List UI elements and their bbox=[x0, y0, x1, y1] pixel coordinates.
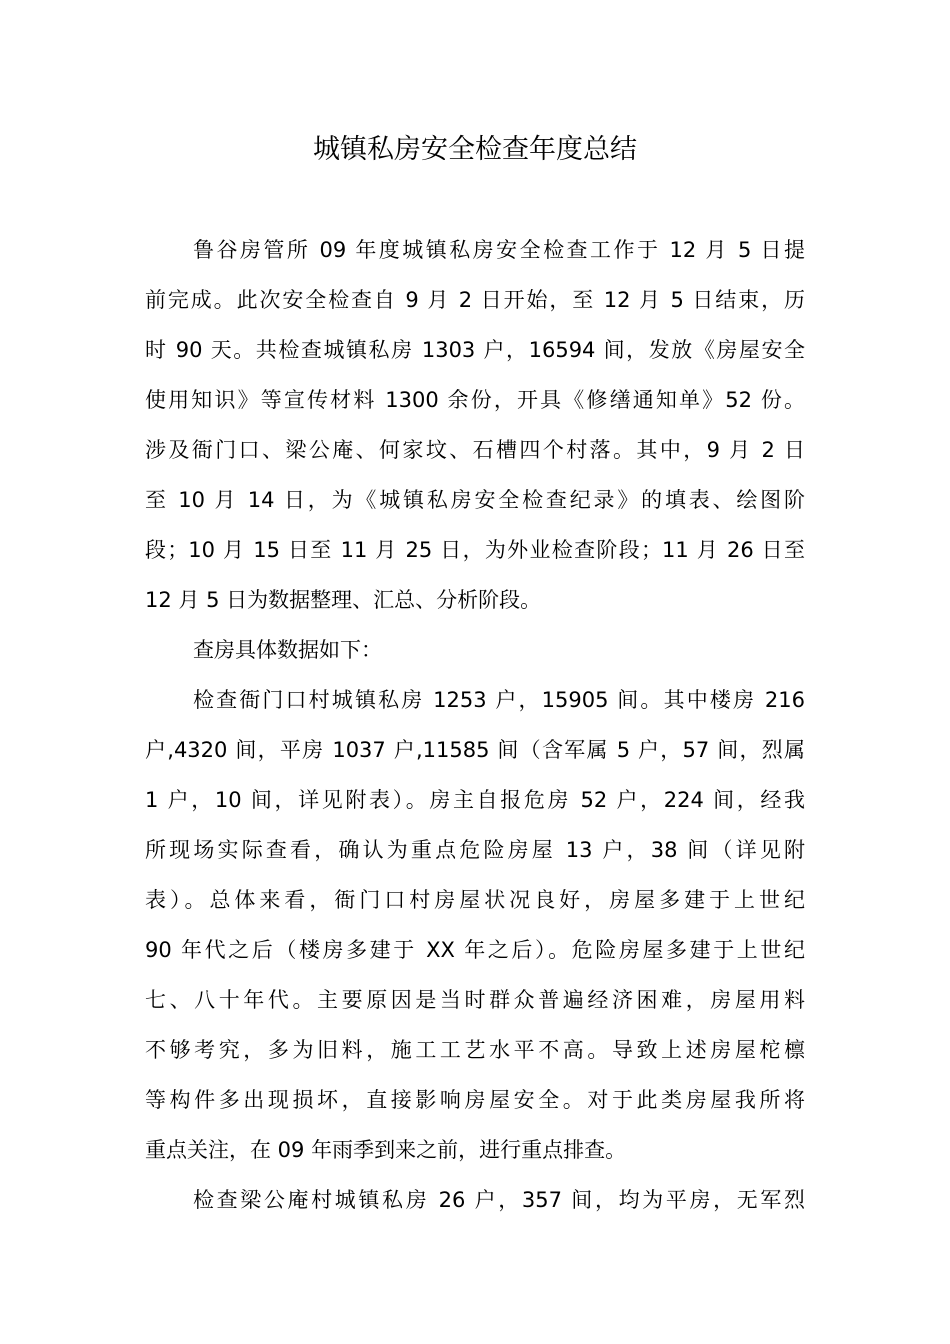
paragraph-line: 前完成。此次安全检查自 9 月 2 日开始，至 12 月 5 日结束，历 bbox=[145, 288, 805, 312]
paragraph-line: 等构件多出现损坏，直接影响房屋安全。对于此类房屋我所将 bbox=[145, 1088, 805, 1112]
paragraph-line: 涉及衙门口、梁公庵、何家坟、石槽四个村落。其中，9 月 2 日 bbox=[145, 438, 805, 462]
paragraph-line: 12 月 5 日为数据整理、汇总、分析阶段。 bbox=[145, 588, 542, 612]
paragraph-line: 检查衙门口村城镇私房 1253 户，15905 间。其中楼房 216 bbox=[193, 688, 805, 712]
paragraph-line: 使用知识》等宣传材料 1300 余份，开具《修缮通知单》52 份。 bbox=[145, 388, 805, 412]
paragraph-line: 段；10 月 15 日至 11 月 25 日，为外业检查阶段；11 月 26 日至 bbox=[145, 538, 805, 562]
paragraph-line: 七、八十年代。主要原因是当时群众普遍经济困难，房屋用料 bbox=[145, 988, 805, 1012]
paragraph-line: 鲁谷房管所 09 年度城镇私房安全检查工作于 12 月 5 日提 bbox=[193, 238, 805, 262]
paragraph-line: 表）。总体来看，衙门口村房屋状况良好，房屋多建于上世纪 bbox=[145, 888, 805, 912]
paragraph-line: 查房具体数据如下： bbox=[193, 638, 382, 662]
paragraph-line: 重点关注，在 09 年雨季到来之前，进行重点排查。 bbox=[145, 1138, 627, 1162]
paragraph-line: 至 10 月 14 日，为《城镇私房安全检查纪录》的填表、绘图阶 bbox=[145, 488, 805, 512]
paragraph-line: 户,4320 间，平房 1037 户,11585 间（含军属 5 户，57 间，烈属 bbox=[145, 738, 805, 762]
paragraph-line: 90 年代之后（楼房多建于 XX 年之后）。危险房屋多建于上世纪 bbox=[145, 938, 805, 962]
document-title: 城镇私房安全检查年度总结 bbox=[313, 134, 637, 165]
paragraph-line: 不够考究，多为旧料，施工工艺水平不高。导致上述房屋柁檩 bbox=[145, 1038, 805, 1062]
paragraph-line: 时 90 天。共检查城镇私房 1303 户，16594 间，发放《房屋安全 bbox=[145, 338, 805, 362]
paragraph-line: 检查梁公庵村城镇私房 26 户，357 间，均为平房，无军烈 bbox=[193, 1188, 805, 1212]
paragraph-line: 1 户，10 间，详见附表）。房主自报危房 52 户，224 间，经我 bbox=[145, 788, 805, 812]
paragraph-line: 所现场实际查看，确认为重点危险房屋 13 户，38 间（详见附 bbox=[145, 838, 805, 862]
